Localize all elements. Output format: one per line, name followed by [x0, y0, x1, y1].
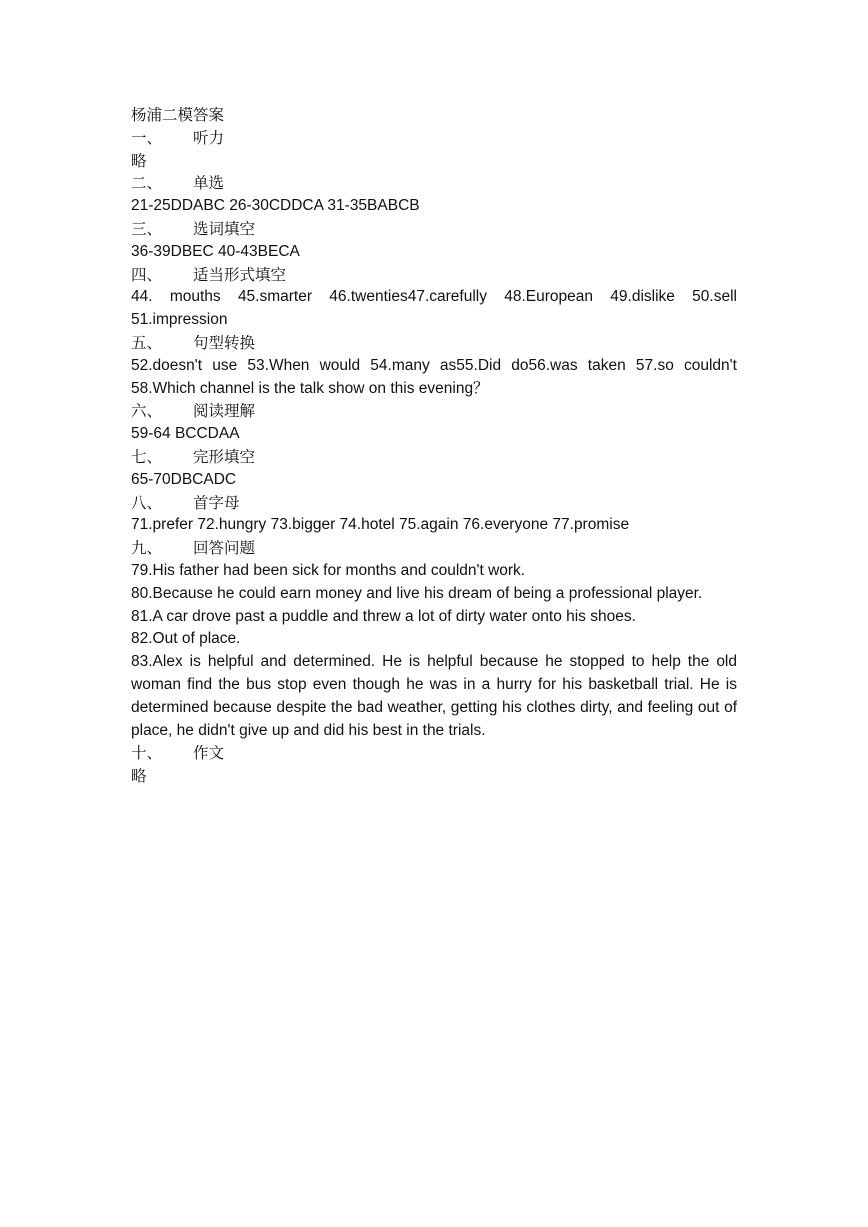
section-name: 选词填空 — [193, 219, 256, 238]
section-number: 四、 — [131, 265, 163, 284]
section-answer-sentence-transform-line1 — [131, 355, 737, 378]
section-heading-reading — [131, 400, 737, 423]
section-name: 阅读理解 — [193, 402, 256, 421]
section-heading-proper-form — [131, 264, 737, 287]
answer-token: 46.twenties47.carefully — [329, 288, 487, 306]
section-name: 完形填空 — [193, 447, 256, 466]
section-heading-sentence-transform — [131, 332, 737, 355]
section-number: 九、 — [131, 539, 163, 558]
answer-token: as55.Did — [439, 356, 502, 374]
section-answer-cloze: 65-70DBCADC — [131, 470, 237, 488]
answer-token: taken — [587, 356, 626, 374]
section-answer-listening: 略 — [131, 151, 147, 170]
section-name: 单选 — [193, 174, 225, 193]
section-number: 六、 — [131, 402, 163, 421]
section-number: 七、 — [131, 447, 163, 466]
answer-token: couldn't — [683, 356, 737, 374]
answer-token: 54.many — [370, 356, 430, 374]
answer-token: 52.doesn't — [131, 356, 203, 374]
section-heading-answer-questions — [131, 537, 737, 560]
section-name: 适当形式填空 — [193, 265, 287, 284]
answer-token: 50.sell — [692, 288, 737, 306]
answer-token: mouths — [169, 288, 221, 306]
answer-token: 48.European — [504, 288, 594, 306]
section-name: 首字母 — [193, 493, 240, 512]
answer-token: 53.When — [247, 356, 310, 374]
section-answer-sentence-transform-line2: 58.Which channel is the talk show on this evening？ — [131, 379, 489, 397]
answer-token: 44. — [131, 288, 153, 306]
answer-token: 57.so — [635, 356, 674, 374]
section-number: 五、 — [131, 333, 163, 352]
answer-80: 80.Because he could earn money and live his dream of being a professional player. — [131, 584, 703, 602]
answer-token: would — [319, 356, 361, 374]
section-answer-reading: 59-64 BCCDAA — [131, 425, 240, 443]
section-answer-single-choice: 21-25DDABC 26-30CDDCA 31-35BABCB — [131, 197, 420, 215]
answer-81: 81.A car drove past a puddle and threw a lot of dirty water onto his shoes. — [131, 607, 636, 625]
section-name: 听力 — [193, 128, 225, 147]
section-heading-listening — [131, 127, 737, 150]
section-answer-initial-letter: 71.prefer 72.hungry 73.bigger 74.hotel 75.again 76.everyone 77.promise — [131, 516, 630, 534]
section-answer-proper-form-line2: 51.impression — [131, 311, 228, 329]
answer-82: 82.Out of place. — [131, 630, 241, 648]
answer-83: 83.Alex is helpful and determined. He is helpful because he stopped to help the old woman find the bus stop even though he was in a hurry for his basketball trial. He is determined because despite the bad weather, getting his clothes dirty, and feeling out of place, he didn't give up and did his best in the trials. — [131, 653, 737, 739]
section-number: 三、 — [131, 219, 163, 238]
answer-token: 49.dislike — [610, 288, 675, 306]
section-number: 一、 — [131, 128, 163, 147]
section-answer-word-fill: 36-39DBEC 40-43BECA — [131, 242, 300, 260]
section-answer-proper-form-line1 — [131, 286, 737, 309]
section-name: 回答问题 — [193, 539, 256, 558]
section-number: 八、 — [131, 493, 163, 512]
section-name: 句型转换 — [193, 333, 256, 352]
answer-token: do56.was — [511, 356, 578, 374]
section-number: 十、 — [131, 744, 163, 763]
section-heading-cloze — [131, 446, 737, 469]
section-answer-composition: 略 — [131, 767, 147, 786]
section-heading-single-choice — [131, 172, 737, 195]
section-name: 作文 — [193, 744, 225, 763]
section-heading-initial-letter — [131, 492, 737, 515]
section-heading-word-fill — [131, 218, 737, 241]
answer-79: 79.His father had been sick for months and couldn't work. — [131, 561, 526, 579]
answer-token: use — [212, 356, 238, 374]
answer-token: 45.smarter — [237, 288, 313, 306]
section-number: 二、 — [131, 174, 163, 193]
document-content — [131, 104, 737, 788]
section-heading-composition — [131, 742, 737, 765]
document-title: 杨浦二模答案 — [131, 106, 225, 124]
